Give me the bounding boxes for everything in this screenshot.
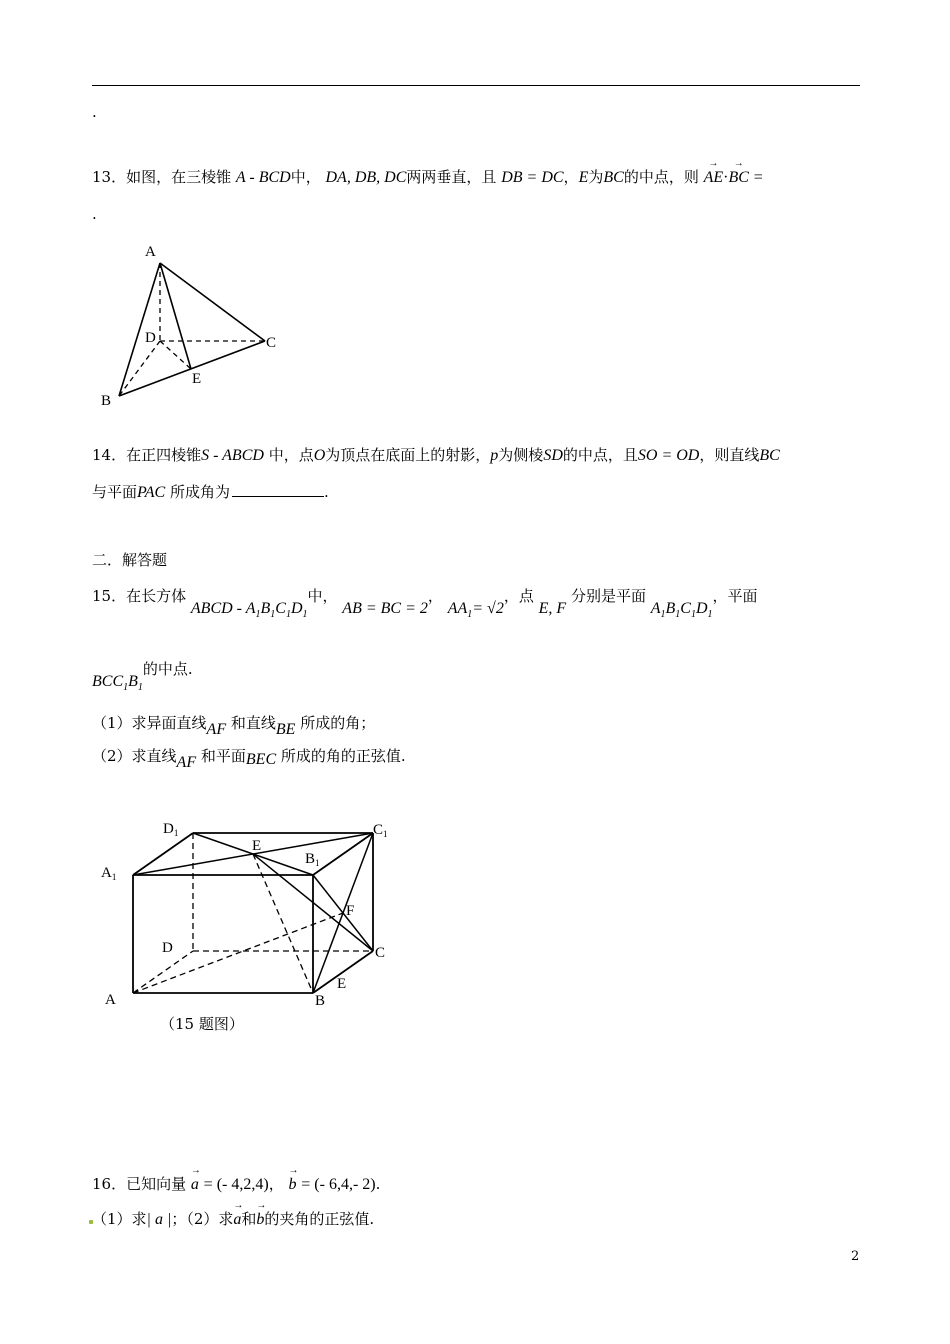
math-pyramid: A - BCD <box>235 169 291 186</box>
text: 所成角为 <box>169 483 230 501</box>
prev-answer-tail: . <box>92 103 97 121</box>
subscript: 1 <box>123 682 129 694</box>
header-rule <box>92 85 860 86</box>
vertex-label-a: A <box>145 244 156 260</box>
text: 和直线 <box>230 714 276 732</box>
math-lengths: AB = BC = 2 <box>342 600 428 617</box>
math-text: = √2 <box>472 600 504 617</box>
math-text: D <box>290 600 303 617</box>
text: 的中点，且 <box>562 446 638 464</box>
text: 为 <box>588 168 604 186</box>
math-segment: SD <box>543 447 563 464</box>
text: 和 <box>241 1210 257 1228</box>
question-number: 16． <box>92 1175 127 1193</box>
vector-a: → a <box>233 1211 241 1229</box>
vertex-label-c1: $C_1$ <box>373 822 388 839</box>
subscript: 1 <box>255 609 261 621</box>
math-norm-a: | a | <box>146 1211 172 1228</box>
edge-b1c1 <box>313 833 373 875</box>
math-line: BC <box>759 447 780 464</box>
answer-blank <box>232 482 324 497</box>
question-15-part-1 <box>92 712 376 738</box>
math-equal: SO = OD <box>637 447 700 464</box>
math-text: C <box>275 600 286 617</box>
text: ，点 <box>503 587 534 605</box>
text: 中，点 <box>268 446 314 464</box>
math-plane: PAC <box>137 484 166 501</box>
question-14 <box>92 444 780 465</box>
edge-bc <box>119 341 265 396</box>
vertex-label-c: C <box>266 335 277 351</box>
subscript: 1 <box>285 609 291 621</box>
edge-ae <box>160 263 191 369</box>
subscript: 1 <box>690 609 696 621</box>
question-15 <box>92 585 758 621</box>
text: （1）求异面直线 <box>92 714 207 732</box>
point-label-e-top: E <box>252 838 262 854</box>
math-text: C <box>680 600 691 617</box>
vertex-label-a1: $A_1$ <box>101 865 117 882</box>
vertex-label-d: D <box>162 940 173 956</box>
text: （1）求 <box>92 1210 147 1228</box>
vector-a: → a <box>191 1176 199 1194</box>
math-text: D <box>695 600 708 617</box>
text: 所成的角的正弦值. <box>280 747 406 765</box>
vertex-label-d1: $D_1$ <box>163 821 179 838</box>
math-text: ABCD - A <box>190 600 256 617</box>
answer-blank-13: . <box>92 205 97 223</box>
edge-ac <box>160 263 265 341</box>
math-line: AF <box>176 754 197 771</box>
text: 中， <box>307 587 338 605</box>
question-15-part-2 <box>92 745 406 771</box>
edge-ad <box>133 951 193 993</box>
text: ， <box>563 168 579 186</box>
math-text: AA <box>447 600 468 617</box>
math-cuboid <box>190 600 308 621</box>
math-point: p <box>490 447 499 464</box>
text: 已知向量 <box>126 1175 187 1193</box>
math-text: B <box>260 600 271 617</box>
math-equal: DB = DC <box>501 169 564 186</box>
text: 在长方体 <box>126 587 187 605</box>
edge-a1d1 <box>133 833 193 875</box>
math-edges: DA, DB, DC <box>325 169 407 186</box>
vertex-label-e: E <box>192 371 202 387</box>
subscript: 1 <box>467 609 473 621</box>
question-16-parts <box>92 1208 374 1229</box>
text: . <box>323 483 329 501</box>
text: 为侧棱 <box>498 446 544 464</box>
question-number: 14． <box>92 446 127 464</box>
text: 中， <box>290 168 321 186</box>
subscript: 1 <box>675 609 681 621</box>
vector-ae: → AE <box>704 169 724 187</box>
figure-15-caption: （15 题图） <box>160 1015 244 1033</box>
vertex-label-b1: $B_1$ <box>305 851 320 868</box>
math-pyramid: S - ABCD <box>201 447 264 464</box>
text: 两两垂直，且 <box>406 168 497 186</box>
section-heading: 二．解答题 <box>92 551 168 569</box>
math-line: BE <box>275 721 296 738</box>
math-plane-side <box>92 673 143 694</box>
text: 和平面 <box>200 747 246 765</box>
page-number: 2 <box>851 1249 860 1264</box>
text: 如图，在三棱锥 <box>126 168 232 186</box>
math-aa1 <box>447 600 504 621</box>
math-text: B <box>665 600 676 617</box>
question-14-line-2 <box>92 481 329 502</box>
question-number: 13． <box>92 168 127 186</box>
vertex-label-a: A <box>105 992 116 1008</box>
text: （2）求直线 <box>92 747 177 765</box>
text: 的中点. <box>142 660 193 678</box>
vector-b: → b <box>256 1211 264 1229</box>
question-number: 15． <box>92 587 127 605</box>
text: ，平面 <box>712 587 758 605</box>
math-point: O <box>313 447 326 464</box>
math-plane-top: $A_1B_1C_1D_1$ <box>650 600 713 621</box>
text: 分别是平面 <box>570 587 646 605</box>
figure-15-cuboid <box>95 815 405 1015</box>
math-line: AF <box>206 721 227 738</box>
text: ，则直线 <box>699 446 760 464</box>
math-points: E, F <box>538 600 567 617</box>
question-16 <box>92 1173 380 1194</box>
vector-bc: → BC <box>728 169 748 187</box>
math-plane: BEC <box>245 751 277 768</box>
vector-b: → b <box>288 1176 296 1194</box>
vertex-label-b: B <box>315 993 326 1009</box>
math-text: BCC <box>92 673 124 690</box>
vector-a-value: = (- 4,2,4) <box>203 1176 269 1193</box>
subscript: 1 <box>660 609 666 621</box>
text: . <box>375 1175 381 1193</box>
vertex-label-d: D <box>145 330 156 346</box>
subscript: 1 <box>302 609 308 621</box>
vertex-label-c: C <box>375 945 386 961</box>
subscript: 1 <box>270 609 276 621</box>
text: 为顶点在底面上的射影， <box>325 446 491 464</box>
subscript: 1 <box>137 682 143 694</box>
dot-operator: · <box>723 169 729 186</box>
text: 所成的角； <box>300 714 376 732</box>
point-label-e-bottom: E <box>337 976 347 992</box>
subscript: 1 <box>707 609 713 621</box>
question-15-line-2 <box>92 658 193 694</box>
text: ， <box>268 1175 284 1193</box>
text: ；（2）求 <box>171 1210 234 1228</box>
vector-b-value: = (- 6,4,- 2) <box>301 1176 376 1193</box>
text: 在正四棱锥 <box>126 446 202 464</box>
text: 与平面 <box>92 483 138 501</box>
text: 的中点，则 <box>623 168 699 186</box>
text: 的夹角的正弦值. <box>264 1210 375 1228</box>
figure-13-tetrahedron <box>95 238 295 413</box>
question-13 <box>92 166 763 187</box>
vertex-label-b: B <box>101 393 112 409</box>
equals-sign: = <box>753 169 763 186</box>
math-point: E <box>578 169 589 186</box>
math-text: B <box>128 673 138 690</box>
text: ， <box>427 587 443 605</box>
point-label-f: F <box>346 903 355 919</box>
math-segment: BC <box>603 169 624 186</box>
